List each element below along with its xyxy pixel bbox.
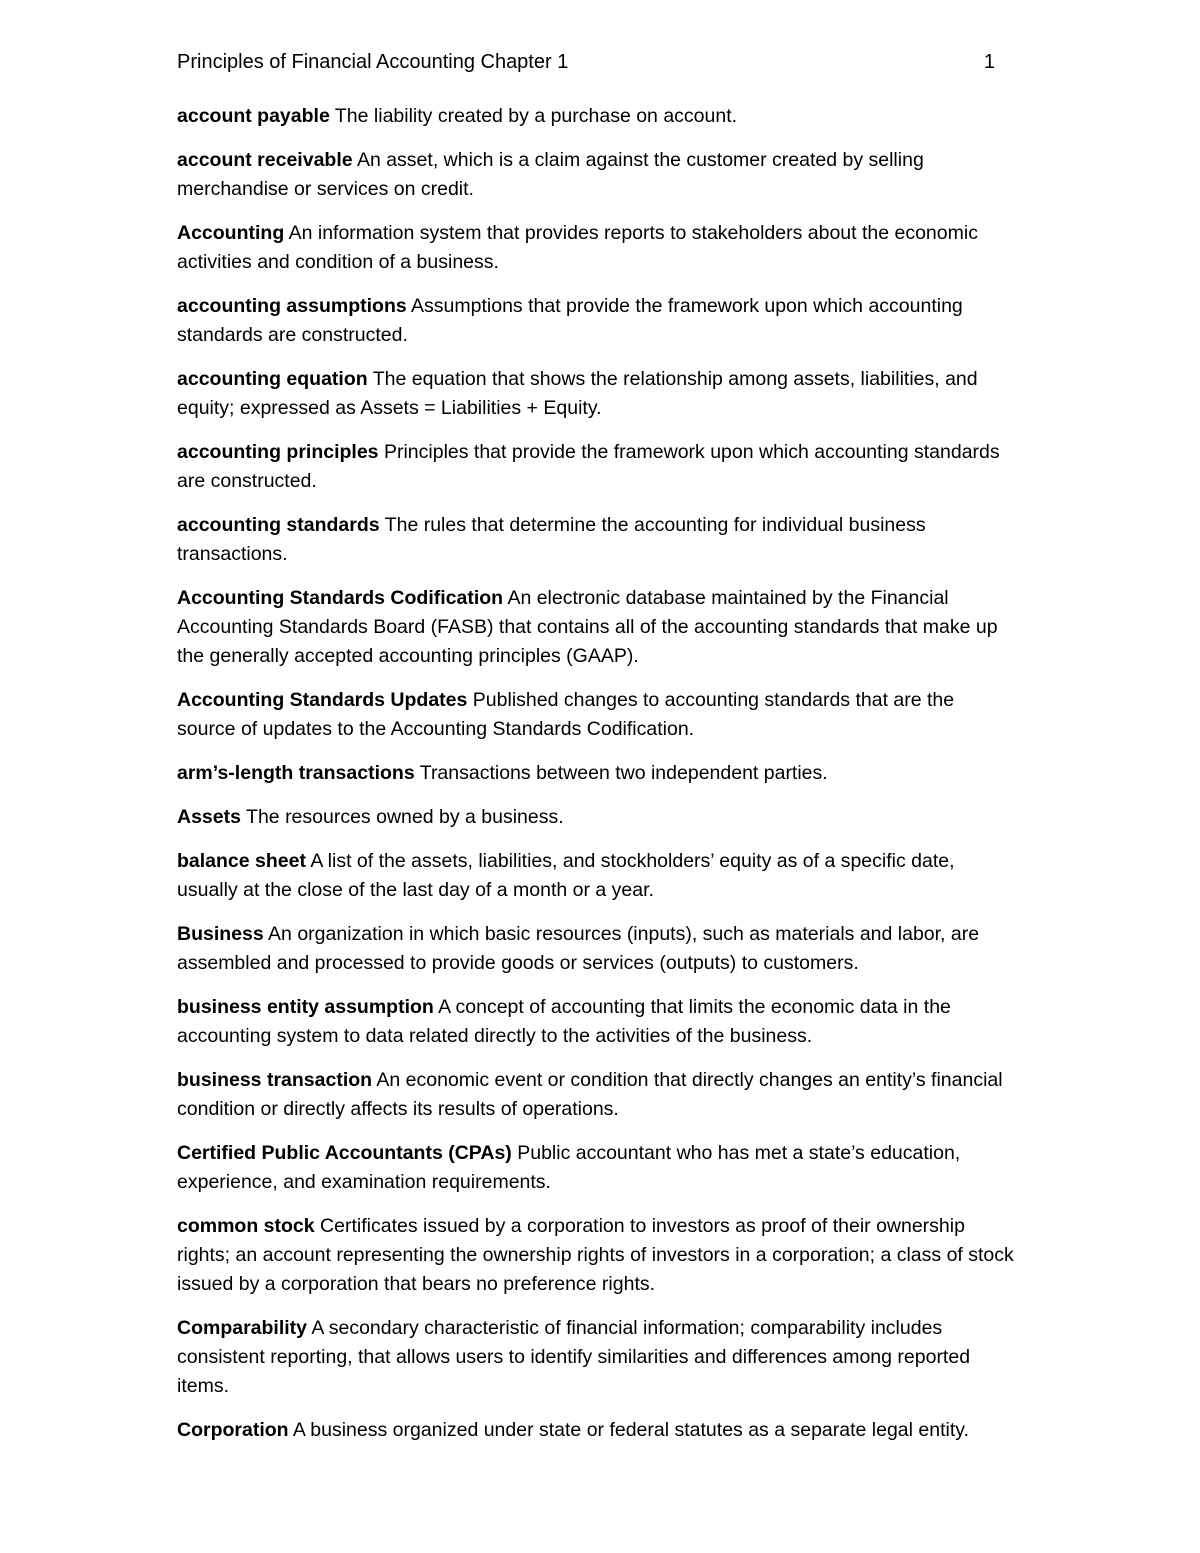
glossary-entry — [177, 803, 1017, 832]
glossary-term: Certified Public Accountants (CPAs) — [177, 1142, 512, 1164]
glossary-term: balance sheet — [177, 850, 306, 872]
glossary-term: account payable — [177, 105, 330, 127]
glossary-entry — [177, 1139, 1017, 1197]
glossary-entry — [177, 1416, 1017, 1445]
glossary-term: accounting principles — [177, 441, 379, 463]
glossary-entry — [177, 219, 1017, 277]
glossary-entry — [177, 438, 1017, 496]
glossary-definition: An asset, which is a claim against the customer created by selling merchandise or services on credit. — [177, 149, 924, 200]
glossary-definition: The resources owned by a business. — [246, 806, 564, 828]
glossary-entry — [177, 993, 1017, 1051]
glossary-definition: A secondary characteristic of financial information; comparability includes consistent reporting, that allows users to identify similarities and differences among reported items. — [177, 1317, 971, 1397]
glossary-term: Accounting Standards Codification — [177, 587, 504, 609]
glossary-definition: Published changes to accounting standards that are the source of updates to the Accounting Standards Codification. — [177, 689, 955, 740]
glossary-entry — [177, 584, 1017, 671]
glossary-term: common stock — [177, 1215, 315, 1237]
glossary-term: business entity assumption — [177, 996, 434, 1018]
glossary-definition: The rules that determine the accounting for individual business transactions. — [177, 514, 926, 565]
glossary-definition: Transactions between two independent parties. — [419, 762, 828, 784]
glossary-entry — [177, 292, 1017, 350]
glossary-definition: Principles that provide the framework upon which accounting standards are constructed. — [177, 441, 1000, 492]
glossary-term: arm’s-length transactions — [177, 762, 415, 784]
glossary-term: Accounting — [177, 222, 285, 244]
glossary-entry — [177, 920, 1017, 978]
glossary-term: accounting assumptions — [177, 295, 407, 317]
page-number: 1 — [983, 51, 995, 73]
glossary-term: account receivable — [177, 149, 353, 171]
glossary-entry — [177, 146, 1017, 204]
glossary-entry — [177, 1314, 1017, 1401]
glossary-term: Accounting Standards Updates — [177, 689, 468, 711]
glossary-definition: Assumptions that provide the framework upon which accounting standards are constructed. — [177, 295, 963, 346]
glossary-term: Assets — [177, 806, 241, 828]
glossary-entry — [177, 1066, 1017, 1124]
glossary-definition: An economic event or condition that directly changes an entity’s financial condition or directly affects its results of operations. — [177, 1069, 1003, 1120]
glossary-definition: An organization in which basic resources (inputs), such as materials and labor, are assembled and processed to provide goods or services (outputs) to customers. — [177, 923, 980, 974]
glossary-definition: An electronic database maintained by the Financial Accounting Standards Board (FASB) that contains all of the accounting standards that make up the generally accepted accounting principles (GAAP). — [177, 587, 998, 667]
page-header — [177, 48, 995, 76]
glossary-definition: An information system that provides reports to stakeholders about the economic activities and condition of a business. — [177, 222, 978, 273]
glossary-entry — [177, 847, 1017, 905]
glossary-entry — [177, 365, 1017, 423]
glossary-term: accounting standards — [177, 514, 380, 536]
glossary-term: Comparability — [177, 1317, 308, 1339]
glossary-entry — [177, 686, 1017, 744]
glossary-definition: A business organized under state or federal statutes as a separate legal entity. — [292, 1419, 969, 1441]
glossary-definition: The equation that shows the relationship among assets, liabilities, and equity; expressed as Assets = Liabilities + Equity. — [177, 368, 978, 419]
glossary-list — [177, 102, 1017, 1460]
glossary-entry — [177, 511, 1017, 569]
glossary-term: business transaction — [177, 1069, 373, 1091]
glossary-definition: The liability created by a purchase on account. — [334, 105, 738, 127]
glossary-entry — [177, 759, 1017, 788]
header-title: Principles of Financial Accounting Chapter 1 — [177, 51, 569, 73]
glossary-term: accounting equation — [177, 368, 368, 390]
glossary-entry — [177, 1212, 1017, 1299]
glossary-definition: A concept of accounting that limits the economic data in the accounting system to data related directly to the activities of the business. — [177, 996, 951, 1047]
glossary-term: Corporation — [177, 1419, 289, 1441]
glossary-term: Business — [177, 923, 264, 945]
glossary-entry — [177, 102, 1017, 131]
glossary-definition: Certificates issued by a corporation to investors as proof of their ownership rights; an account representing the ownership rights of investors in a corporation; a class of stock issued by a corporation that bears no preference rights. — [177, 1215, 1014, 1295]
glossary-definition: Public accountant who has met a state’s education, experience, and examination requirements. — [177, 1142, 961, 1193]
glossary-definition: A list of the assets, liabilities, and stockholders’ equity as of a specific date, usually at the close of the last day of a month or a year. — [177, 850, 955, 901]
